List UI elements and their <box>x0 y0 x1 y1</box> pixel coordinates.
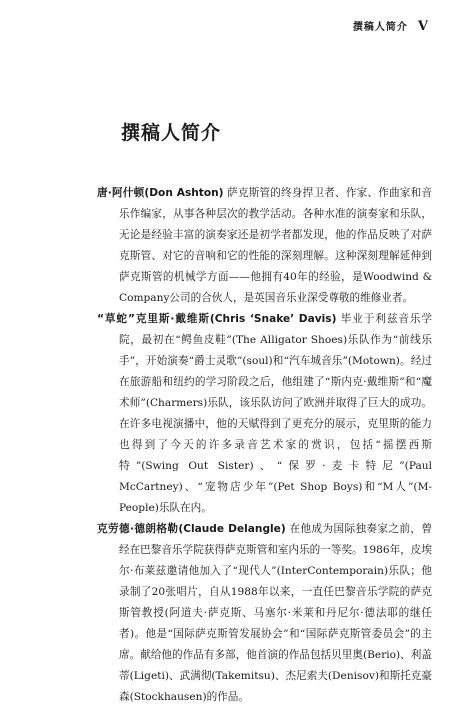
bio-claude-delangle <box>97 519 432 708</box>
section-title: 撰稿人简介 <box>121 122 222 144</box>
bio-chris-davis <box>97 309 432 519</box>
bio-name: 克劳德·德朗格勒(Claude Delangle) <box>97 523 286 535</box>
page-numeral: V <box>417 19 428 34</box>
bio-name: 唐·阿什顿(Don Ashton) <box>97 187 224 199</box>
running-title: 撰稿人简介 <box>352 22 408 33</box>
bio-name: “草蛇”克里斯·戴维斯(Chris ‘Snake’ Davis) <box>97 313 337 325</box>
bio-text: 萨克斯管的终身捍卫者、作家、作曲家和音乐作编家，从事各种层次的教学活动。各种水准的演奏家和乐队，无论是经验丰富的演奏家还是初学者都发现，他的作品反映了对萨克斯管、对它的音响和它的性能的深刻理解。这种深刻理解延伸到萨克斯管的机械学方面——他拥有40年的经验，是Woodwind & Company公司的合伙人，是英国音乐业深受尊敬的维修业者。 <box>119 187 432 304</box>
bio-don-ashton <box>97 183 432 309</box>
running-head <box>353 18 428 34</box>
bio-text: 毕业于利兹音乐学院，最初在“鳄鱼皮鞋”(The Alligator Shoes)乐队作为“前线乐手”，开始演奏“爵士灵歌”(soul)和“汽车城音乐”(Motown)。经过在旅游船和纽约的学习阶段之后，他组建了“斯内克·戴维斯”和“魔术师”(Charmers)乐队，该乐队访问了欧洲并取得了巨大的成功。在许多电视演播中，他的天赋得到了更充分的展示，克里斯的能力也得到了今天的许多录音艺术家的赏识，包括“摇摆西斯特”(Swing Out Sister)、“保罗·麦卡特尼”(Paul McCartney)、“宠物店少年”(Pet Shop Boys)和“M人”(M-People)乐队在内。 <box>119 313 432 514</box>
bio-text: 在他成为国际独奏家之前，曾经在巴黎音乐学院获得萨克斯管和室内乐的一等奖。1986年，皮埃尔·布莱兹邀请他加入了“现代人”(InterContemporain)乐队；他录制了20张唱片，自从1988年以来，一直任巴黎音乐学院的萨克斯管教授(阿道夫·萨克斯、马塞尔·米莱和丹尼尔·德法耶的继任者)。他是“国际萨克斯管发展协会”和“国际萨克斯管委员会”的主席。献给他的作品有多部，他首演的作品包括贝里奥(Berio)、利盖蒂(Ligeti)、武满彻(Takemitsu)、杰尼索夫(Denisov)和斯托克豪森(Stockhausen)的作品。 <box>119 523 432 703</box>
contributor-bios <box>97 183 432 708</box>
